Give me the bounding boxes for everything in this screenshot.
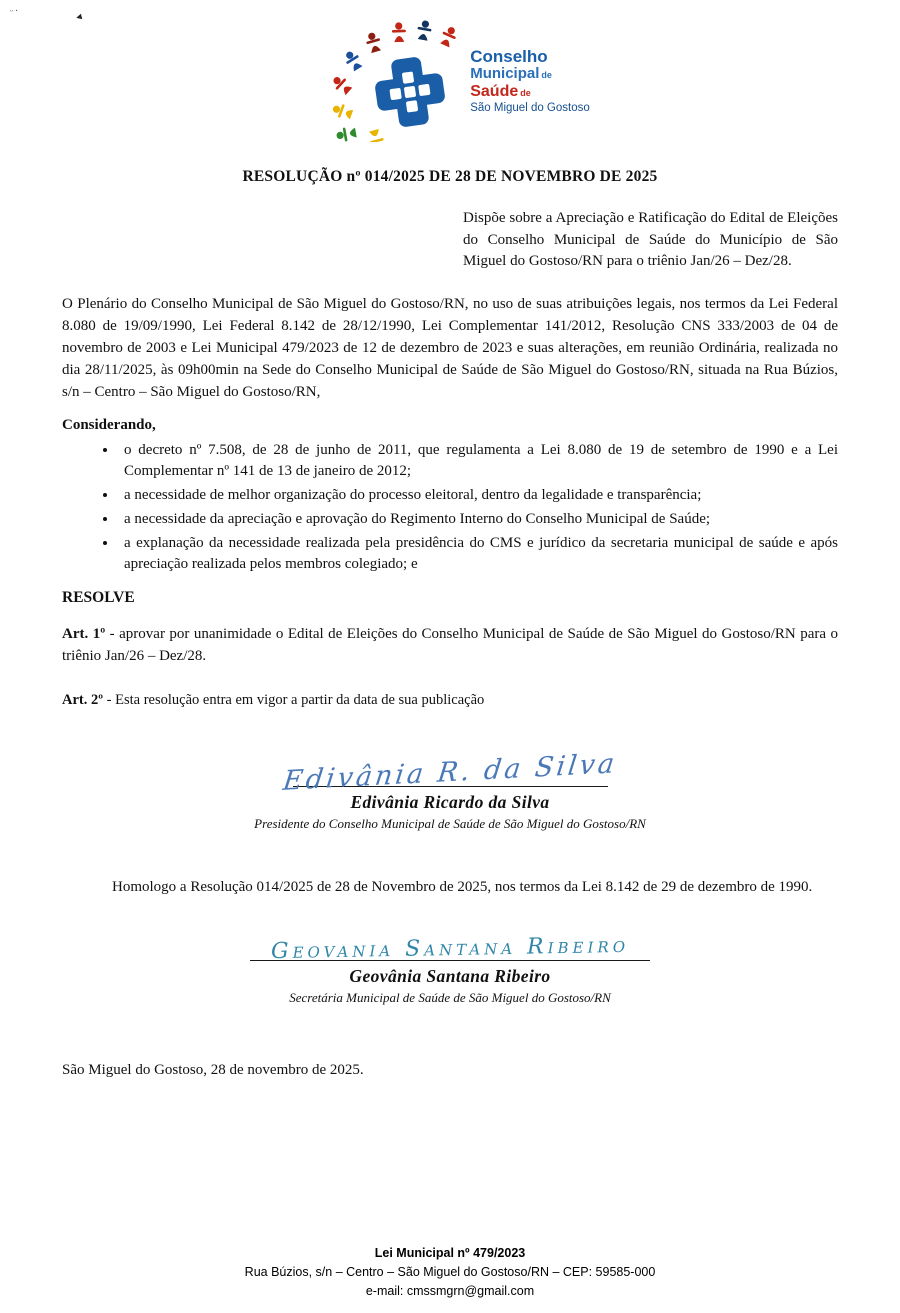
president-role: Presidente do Conselho Municipal de Saúde de São Miguel do Gostoso/RN bbox=[254, 815, 646, 831]
considering-item: • a necessidade da apreciação e aprovação do Regimento Interno do Conselho Municipal de Saúde; bbox=[118, 509, 838, 530]
secretary-role: Secretária Municipal de Saúde de São Miguel do Gostoso/RN bbox=[289, 989, 611, 1005]
considering-item: • a necessidade de melhor organização do processo eleitoral, dentro da legalidade e transparência; bbox=[118, 485, 838, 506]
secretary-handwritten-signature: Geovania Santana Ribeiro bbox=[270, 932, 630, 964]
council-logo bbox=[0, 0, 900, 142]
footer-address: Rua Búzios, s/n – Centro – São Miguel do Gostoso/RN – CEP: 59585-000 bbox=[244, 1265, 656, 1279]
article-2 bbox=[62, 689, 838, 711]
president-name: Edivânia Ricardo da Silva bbox=[350, 791, 550, 812]
homologation-paragraph: Homologo a Resolução 014/2025 de 28 de Novembro de 2025, nos termos da Lei 8.142 de 29 de dezembro de 1990. bbox=[112, 878, 813, 895]
logo-line-saude: Saúde de bbox=[470, 83, 531, 101]
resolution-title: RESOLUÇÃO nº 014/2025 DE 28 DE NOVEMBRO DE 2025 bbox=[242, 168, 658, 185]
logo-line-conselho: Conselho bbox=[470, 47, 548, 67]
article-2-label: Art. 2º bbox=[62, 691, 104, 708]
considering-item: • a explanação da necessidade realizada pela presidência do CMS e jurídico da secretaria municipal de saúde e após apreciação realizada pelos membros colegiado; e bbox=[118, 533, 838, 575]
considering-item: • o decreto nº 7.508, de 28 de junho de 2011, que regulamenta a Lei 8.080 de 19 de setembro de 1990 e a Lei Complementar nº 141 de 13 de janeiro de 2012; bbox=[118, 440, 838, 482]
article-2-text: - Esta resolução entra em vigor a partir da data de sua publicação bbox=[103, 691, 485, 708]
article-1-label: Art. 1º bbox=[62, 625, 106, 642]
signature-block-president bbox=[62, 747, 838, 832]
article-1-text: - aprovar por unanimidade o Edital de Eleições do Conselho Municipal de Saúde de São Miguel do Gostoso/RN para o triênio Jan/26 – Dez/28. bbox=[62, 625, 838, 664]
resolution-summary: Dispõe sobre a Apreciação e Ratificação do Edital de Eleições do Conselho Municipal de Saúde do Município de São Miguel do Gostoso/RN para o triênio Jan/26 – Dez/28. bbox=[463, 210, 838, 269]
considering-list bbox=[102, 440, 838, 575]
document-body bbox=[0, 168, 900, 1079]
president-handwritten-signature: Edivânia R. da Silva bbox=[281, 747, 619, 797]
article-1 bbox=[62, 623, 838, 667]
considering-label: Considerando, bbox=[62, 416, 156, 433]
signature-block-secretary bbox=[62, 932, 838, 1006]
place-and-date: São Miguel do Gostoso, 28 de novembro de 2025. bbox=[62, 1061, 364, 1078]
scan-artifact: ◂ bbox=[74, 10, 84, 24]
preamble-paragraph: O Plenário do Conselho Municipal de São Miguel do Gostoso/RN, no uso de suas atribuições legais, nos termos da Lei Federal 8.080 de 19/09/1990, Lei Federal 8.142 de 28/12/1990, Lei Complementar 141/2012, Resolução CNS 333/2003 de 04 de novembro de 2003 e Lei Municipal 479/2023 de 12 de dezembro de 2023 e suas alterações, em reunião Ordinária, realizada no dia 28/11/2025, às 09h00min na Sede do Conselho Municipal de Saúde de São Miguel do Gostoso/RN, situada na Rua Búzios, s/n – Centro – São Miguel do Gostoso/RN, bbox=[62, 295, 838, 400]
logo-line-city: São Miguel do Gostoso bbox=[470, 101, 590, 114]
footer-law: Lei Municipal nº 479/2023 bbox=[374, 1246, 526, 1260]
resolve-label: RESOLVE bbox=[62, 588, 135, 606]
footer-email: e-mail: cmssmgrn@gmail.com bbox=[365, 1284, 535, 1298]
secretary-name: Geovânia Santana Ribeiro bbox=[349, 965, 551, 986]
council-logo-text bbox=[470, 47, 590, 115]
scan-artifact: ᵕ· bbox=[10, 6, 21, 17]
document-footer bbox=[0, 1244, 900, 1301]
logo-line-municipal: Municipal de bbox=[470, 65, 552, 83]
